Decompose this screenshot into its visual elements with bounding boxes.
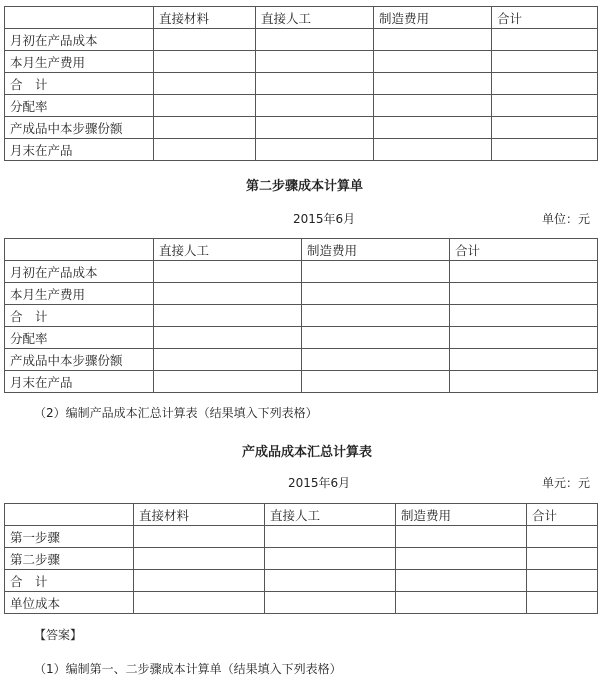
row-label: 月初在产品成本 xyxy=(5,29,154,51)
row-label: 本月生产费用 xyxy=(5,51,154,73)
row-label: 产成品中本步骤份额 xyxy=(5,349,154,371)
summary-cost-table xyxy=(4,503,598,614)
table-cell xyxy=(492,117,598,139)
table-cell xyxy=(492,51,598,73)
second-step-date: 2015年6月 xyxy=(293,212,356,226)
row-label: 月初在产品成本 xyxy=(5,261,154,283)
row-label: 第二步骤 xyxy=(5,548,134,570)
table-cell xyxy=(374,117,492,139)
first-step-cost-table xyxy=(4,6,598,161)
second-step-cost-table xyxy=(4,238,598,393)
table-cell xyxy=(492,29,598,51)
table-cell xyxy=(154,73,256,95)
table-cell xyxy=(256,139,374,161)
summary-table-title: 产成品成本汇总计算表 xyxy=(242,445,373,460)
table-row xyxy=(5,371,598,393)
table-cell xyxy=(134,548,265,570)
table-cell xyxy=(134,570,265,592)
table-cell xyxy=(302,261,450,283)
table-cell xyxy=(256,51,374,73)
row-label: 合 计 xyxy=(5,570,134,592)
table-cell xyxy=(256,73,374,95)
table-cell xyxy=(265,526,396,548)
table-cell xyxy=(450,283,598,305)
table-cell xyxy=(154,29,256,51)
table-cell xyxy=(154,283,302,305)
table-row xyxy=(5,349,598,371)
table-cell xyxy=(256,95,374,117)
table-cell xyxy=(396,548,527,570)
header-cell xyxy=(5,239,154,261)
summary-instruction: （2）编制产品成本汇总计算表（结果填入下列表格） xyxy=(34,406,318,420)
summary-unit: 单元：元 xyxy=(542,476,591,490)
table-cell xyxy=(527,570,598,592)
table-cell xyxy=(154,51,256,73)
table-cell xyxy=(374,29,492,51)
table-cell xyxy=(154,305,302,327)
table-cell xyxy=(134,526,265,548)
header-cell: 制造费用 xyxy=(302,239,450,261)
table-cell xyxy=(450,327,598,349)
table-cell xyxy=(302,327,450,349)
table-cell xyxy=(154,371,302,393)
table-cell xyxy=(374,51,492,73)
header-cell: 制造费用 xyxy=(396,504,527,526)
table-row xyxy=(5,570,598,592)
row-label: 产成品中本步骤份额 xyxy=(5,117,154,139)
table-row xyxy=(5,592,598,614)
row-label: 月末在产品 xyxy=(5,139,154,161)
table-cell xyxy=(154,261,302,283)
table-cell xyxy=(450,349,598,371)
header-cell xyxy=(5,7,154,29)
table-header-row xyxy=(5,504,598,526)
table-row xyxy=(5,73,598,95)
row-label: 分配率 xyxy=(5,327,154,349)
table-cell xyxy=(302,371,450,393)
table-cell xyxy=(450,371,598,393)
table-cell xyxy=(302,283,450,305)
header-cell: 制造费用 xyxy=(374,7,492,29)
second-step-unit: 单位：元 xyxy=(542,212,591,226)
table-cell xyxy=(396,526,527,548)
table-cell xyxy=(374,73,492,95)
table-cell xyxy=(256,29,374,51)
row-label: 单位成本 xyxy=(5,592,134,614)
table-row xyxy=(5,51,598,73)
row-label: 本月生产费用 xyxy=(5,283,154,305)
table-cell xyxy=(154,95,256,117)
header-cell xyxy=(5,504,134,526)
header-cell: 直接材料 xyxy=(154,7,256,29)
table-cell xyxy=(154,117,256,139)
answer-line: （1）编制第一、二步骤成本计算单（结果填入下列表格） xyxy=(34,662,342,676)
row-label: 月末在产品 xyxy=(5,371,154,393)
table-row xyxy=(5,95,598,117)
header-cell: 合计 xyxy=(450,239,598,261)
header-cell: 直接材料 xyxy=(134,504,265,526)
header-cell: 直接人工 xyxy=(256,7,374,29)
table-cell xyxy=(527,548,598,570)
table-row xyxy=(5,139,598,161)
header-cell: 直接人工 xyxy=(154,239,302,261)
header-cell: 合计 xyxy=(492,7,598,29)
table-header-row xyxy=(5,239,598,261)
table-cell xyxy=(154,349,302,371)
table-header-row xyxy=(5,7,598,29)
header-cell: 合计 xyxy=(527,504,598,526)
table-cell xyxy=(527,526,598,548)
summary-date: 2015年6月 xyxy=(288,476,351,490)
table-cell xyxy=(492,95,598,117)
table-cell xyxy=(265,592,396,614)
table-cell xyxy=(154,139,256,161)
table-row xyxy=(5,117,598,139)
table-cell xyxy=(527,592,598,614)
table-cell xyxy=(374,95,492,117)
table-cell xyxy=(256,117,374,139)
table-cell xyxy=(374,139,492,161)
second-step-title: 第二步骤成本计算单 xyxy=(246,179,364,194)
table-row xyxy=(5,29,598,51)
table-cell xyxy=(450,261,598,283)
table-row xyxy=(5,283,598,305)
table-row xyxy=(5,548,598,570)
table-row xyxy=(5,305,598,327)
answer-label: 【答案】 xyxy=(34,628,83,642)
header-cell: 直接人工 xyxy=(265,504,396,526)
row-label: 合 计 xyxy=(5,305,154,327)
table-cell xyxy=(450,305,598,327)
table-cell xyxy=(302,349,450,371)
table-cell xyxy=(265,570,396,592)
table-cell xyxy=(492,73,598,95)
table-cell xyxy=(154,327,302,349)
table-cell xyxy=(396,592,527,614)
row-label: 合 计 xyxy=(5,73,154,95)
row-label: 分配率 xyxy=(5,95,154,117)
table-row xyxy=(5,261,598,283)
table-row xyxy=(5,327,598,349)
row-label: 第一步骤 xyxy=(5,526,134,548)
table-cell xyxy=(134,592,265,614)
table-cell xyxy=(492,139,598,161)
table-cell xyxy=(396,570,527,592)
table-row xyxy=(5,526,598,548)
table-cell xyxy=(265,548,396,570)
table-cell xyxy=(302,305,450,327)
